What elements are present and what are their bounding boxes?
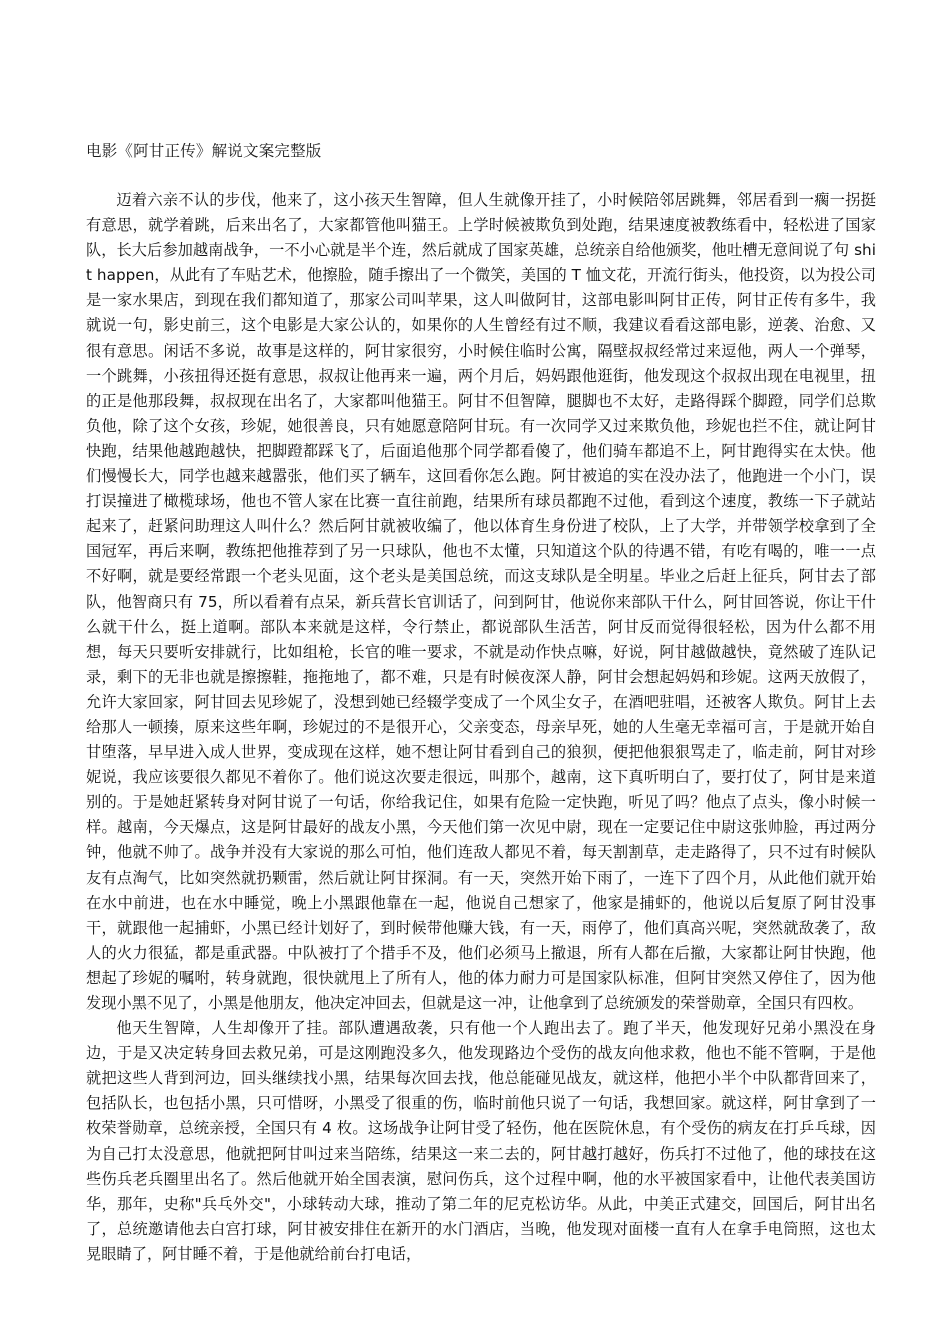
- document-paragraph: 他天生智障，人生却像开了挂。部队遭遇敌袭，只有他一个人跑出去了。跑了半天，他发现好兄弟小黑没在身边，于是又决定转身回去救兄弟，可是这刚跑没多久，他发现路边个受伤的战友向他求救，他也不能不管啊，于是他就把这些人背到河边，回头继续找小黑，结果每次回去找，他总能碰见战友，就这样，他把小半个中队都背回来了，包括队长，也包括小黑，只可惜呀，小黑受了很重的伤，临时前他只说了一句话，我想回家。就这样，阿甘拿到了一枚荣誉勋章，总统亲授，全国只有 4 枚。这场战争让阿甘受了轻伤，他在医院休息，有个受伤的病友在打乒乓球，因为自己打太没意思，他就把阿甘叫过来当陪练，结果这一来二去的，阿甘越打越好，伤兵打不过他了，他的球技在这些伤兵老兵圈里出名了。然后他就开始全国表演，慰问伤兵，这个过程中啊，他的水平被国家看中，让他代表美国访华，那年，史称"兵乓外交"，小球转动大球，推动了第二年的尼克松访华。从此，中美正式建交，回国后，阿甘出名了，总统邀请他去白宫打球，阿甘被安排住在新开的水门酒店，当晚，他发现对面楼一直有人在拿手电筒照，这也太晃眼睛了，阿甘睡不着，于是他就给前台打电话，: [86, 1019, 876, 1263]
- document-paragraph: 迈着六亲不认的步伐，他来了，这小孩天生智障，但人生就像开挂了，小时候陪邻居跳舞，邻居看到一瘸一拐挺有意思，就学着跳，后来出名了，大家都管他叫猫王。上学时候被欺负到处跑，结果速度被教练看中，轻松进了国家队，长大后参加越南战争，一不小心就是半个连，然后就成了国家英雄，总统亲自给他颁奖，他吐槽无意间说了句 shit happen，从此有了车贴艺术，他擦脸，随手擦出了一个微笑，美国的 T 恤文花，开流行街头，他投资，以为投公司是一家水果店，到现在我们都知道了，那家公司叫苹果，这人叫做阿甘，这部电影叫阿甘正传，阿甘正传有多牛，我就说一句，影史前三，这个电影是大家公认的，如果你的人生曾经有过不顺，我建议看看这部电影，逆袭、治愈、又很有意思。闲话不多说，故事是这样的，阿甘家很穷，小时候住临时公寓，隔壁叔叔经常过来逗他，两人一个弹琴，一个跳舞，小孩扭得还挺有意思，叔叔让他再来一遍，两个月后，妈妈跟他逛街，他发现这个叔叔出现在电视里，扭的正是他那段舞，叔叔现在出名了，大家都叫他猫王。阿甘不但智障，腿脚也不太好，走路得踩个脚蹬，同学们总欺负他，除了这个女孩，珍妮，她很善良，只有她愿意陪阿甘玩。有一次同学又过来欺负他，珍妮也拦不住，就让阿甘快跑，结果他越跑越快，把脚蹬都踩飞了，后面追他那个同学都看傻了，他们骑车都追不上，阿甘跑得实在太快。他们慢慢长大，同学也越来越嚣张，他们买了辆车，这回看你怎么跑。阿甘被追的实在没办法了，他跑进一个小门，误打误撞进了橄榄球场，他也不管人家在比赛一直往前跑，结果所有球员都跑不过他，看到这个速度，教练一下子就站起来了，赶紧问助理这人叫什么？然后阿甘就被收编了，他以体育生身份进了校队，上了大学，并带领学校拿到了全国冠军，再后来啊，教练把他推荐到了另一只球队，他也不太懂，只知道这个队的待遇不错，有吃有喝的，唯一一点不好啊，就是要经常跟一个老头见面，这个老头是美国总统，而这支球队是全明星。毕业之后赶上征兵，阿甘去了部队，他智商只有 75，所以看着有点呆，新兵营长官训话了，问到阿甘，他说你来部队干什么，阿甘回答说，你让干什么就干什么，挺上道啊。部队本来就是这样，令行禁止，都说部队生活苦，阿甘反而觉得很轻松，因为什么都不用想，每天只要听安排就行，比如组枪，长官的唯一要求，不就是动作快点嘛，好说，阿甘越做越快，竟然破了连队记录，剩下的无非也就是擦擦鞋，拖拖地了，都不难，只是有时候夜深人静，阿甘会想起妈妈和珍妮。这两天放假了，允许大家回家，阿甘回去见珍妮了，没想到她已经辍学变成了一个风尘女子，在酒吧驻唱，还被客人欺负。阿甘上去给那人一顿揍，原来这些年啊，珍妮过的不是很开心，父亲变态，母亲早死，她的人生毫无幸福可言，于是就开始自甘堕落，早早进入成人世界，变成现在这样，她不想让阿甘看到自己的狼狈，便把他狠狠骂走了，临走前，阿甘对珍妮说，我应该要很久都见不着你了。他们说这次要走很远，叫那个，越南，这下真听明白了，要打仗了，阿甘是来道别的。于是她赶紧转身对阿甘说了一句话，你给我记住，如果有危险一定快跑，听见了吗？他点了点头，像小时候一样。越南，今天爆点，这是阿甘最好的战友小黑，今天他们第一次见中尉，现在一定要记住中尉这张帅脸，再过两分钟，他就不帅了。战争并没有大家说的那么可怕，他们连敌人都见不着，每天割割草，走走路得了，只不过有时候队友有点淘气，比如突然就扔颗雷，然后就让阿甘探洞。有一天，突然开始下雨了，一连下了四个月，从此他们就开始在水中前进，也在水中睡觉，晚上小黑跟他靠在一起，他说自己想家了，他家是捕虾的，他说以后复原了阿甘没事干，就跟他一起捕虾，小黑已经计划好了，到时候带他赚大钱，有一天，雨停了，他们真高兴呢，突然就敌袭了，敌人的火力很猛，都是重武器。中队被打了个措手不及，他们必须马上撤退，所有人都在后撤，大家都让阿甘快跑，他想起了珍妮的嘱咐，转身就跑，很快就甩上了所有人，他的体力耐力可是国家队标准，但阿甘突然又停住了，因为他发现小黑不见了，小黑是他朋友，他决定冲回去，但就是这一冲，让他拿到了总统颁发的荣誉勋章，全国只有四枚。: [86, 191, 876, 1012]
- document-title: 电影《阿甘正传》解说文案完整版: [86, 142, 322, 160]
- document-content-area: [86, 0, 876, 1267]
- document-body: [86, 188, 876, 1267]
